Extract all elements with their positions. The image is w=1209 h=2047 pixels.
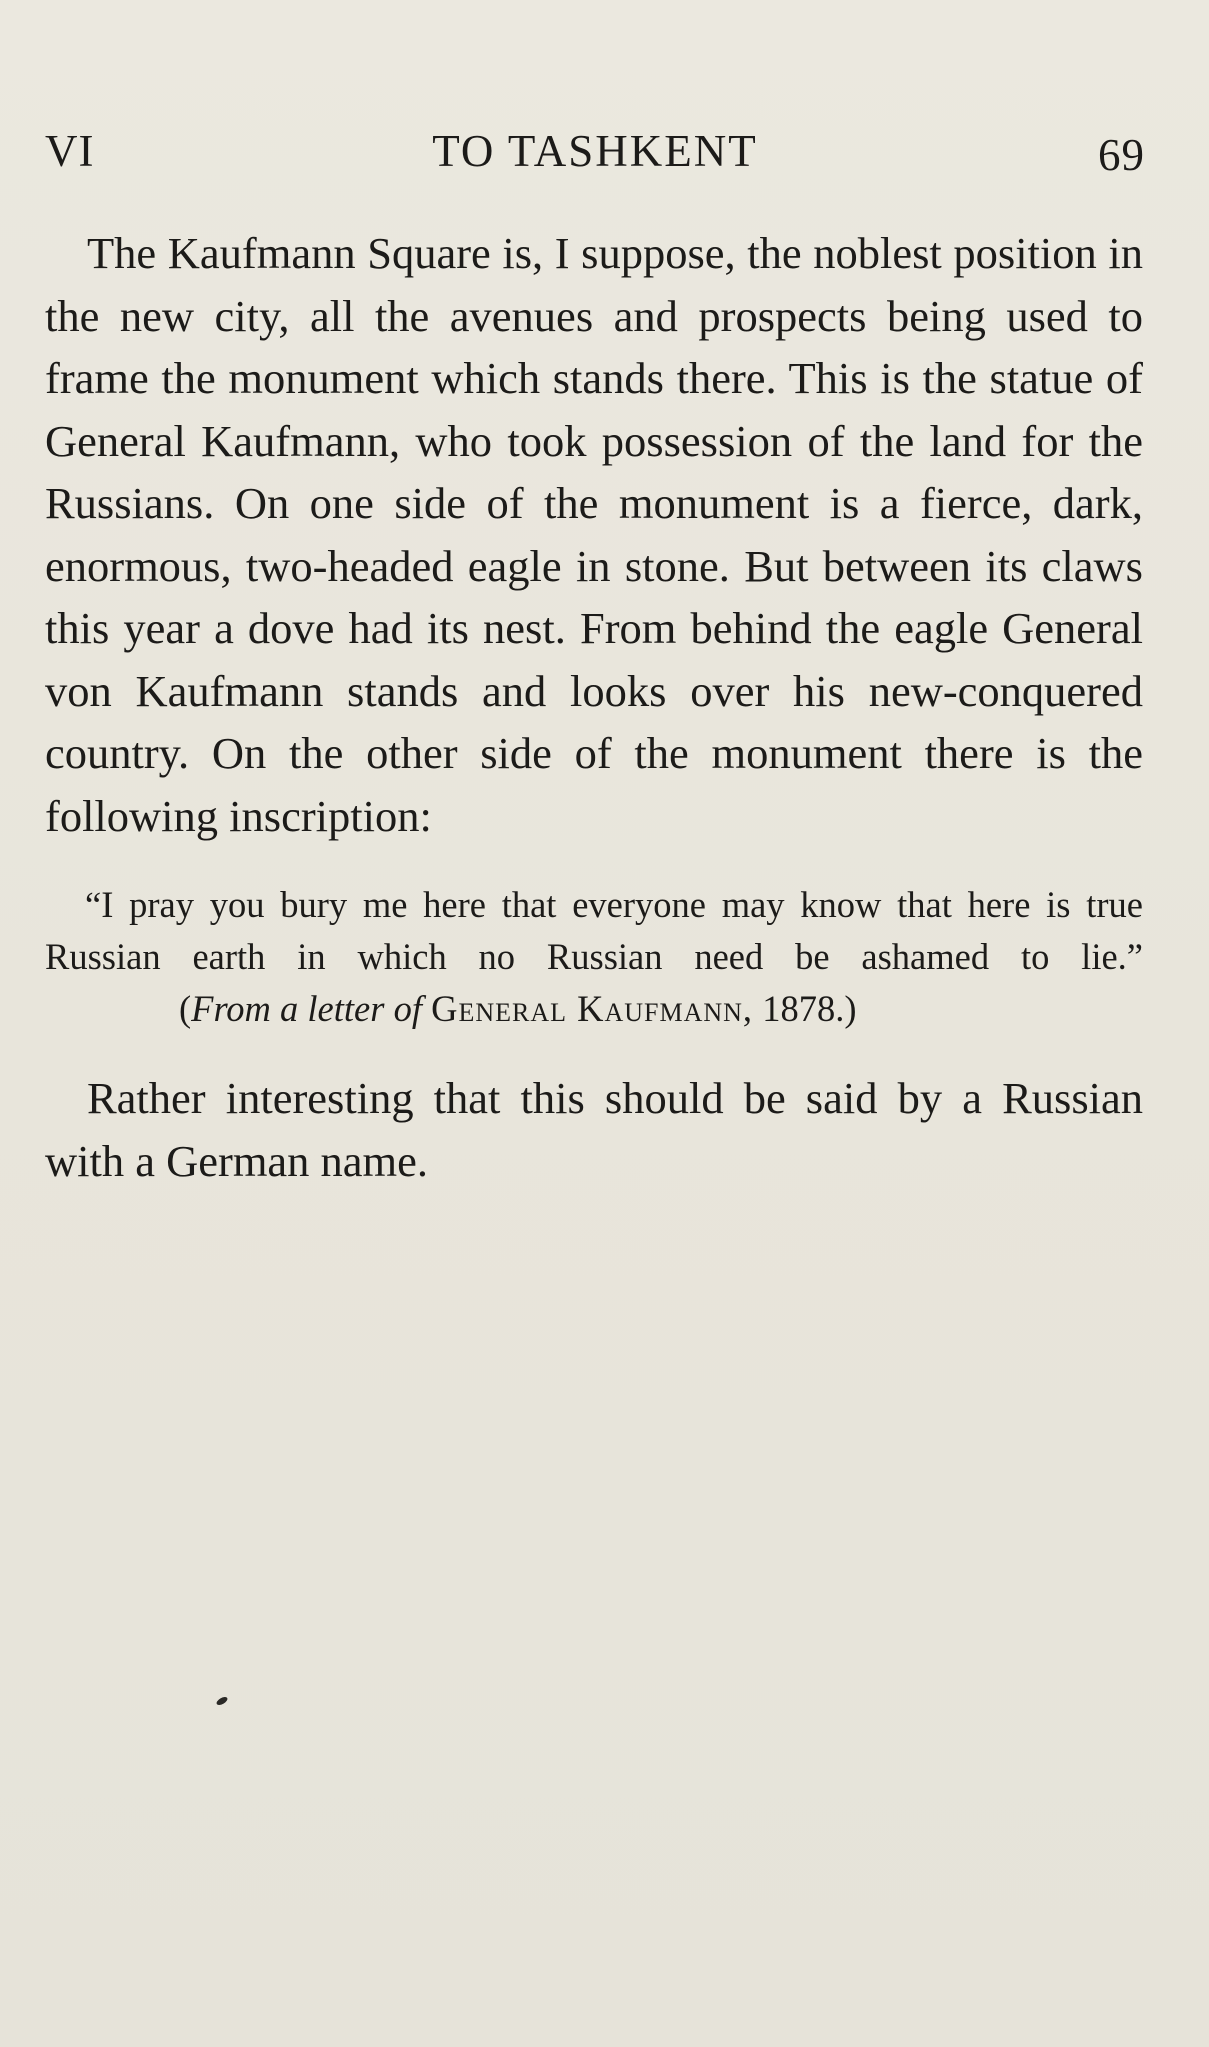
attribution-year: 1878.) bbox=[762, 988, 857, 1029]
inscription-attribution bbox=[139, 983, 856, 1035]
attribution-name: General Kaufmann, bbox=[431, 988, 754, 1029]
body-paragraph-1: The Kaufmann Square is, I suppose, the noblest position in the new city, all the avenues and prospects being used to frame the monument which stands there. This is the statue of General Kaufmann, who took possession of the land for the Russians. On one side of the monument is a fierce, dark, enormous, two-headed eagle in stone. But between its claws this year a dove had its nest. From behind the eagle General von Kaufmann stands and looks over his new-conquered country. On the other side of the monument there is the following inscription: bbox=[45, 228, 1143, 841]
running-head bbox=[45, 125, 1145, 185]
ink-speck bbox=[215, 1695, 228, 1706]
attribution-source: From a letter of bbox=[191, 988, 422, 1029]
running-title: TO TASHKENT bbox=[432, 126, 758, 176]
inscription-text: “I pray you bury me here that everyone may know that here is true Russian earth in which no Russian need be ashamed to lie.” bbox=[45, 884, 1143, 977]
body-paragraph-2: Rather interesting that this should be said by a Russian with a German name. bbox=[45, 1073, 1143, 1186]
page-number: 69 bbox=[1098, 130, 1145, 180]
inscription-quote bbox=[45, 879, 1143, 1035]
text-block bbox=[45, 222, 1143, 1192]
attribution-open: ( bbox=[179, 988, 192, 1029]
chapter-number: VI bbox=[45, 126, 95, 176]
